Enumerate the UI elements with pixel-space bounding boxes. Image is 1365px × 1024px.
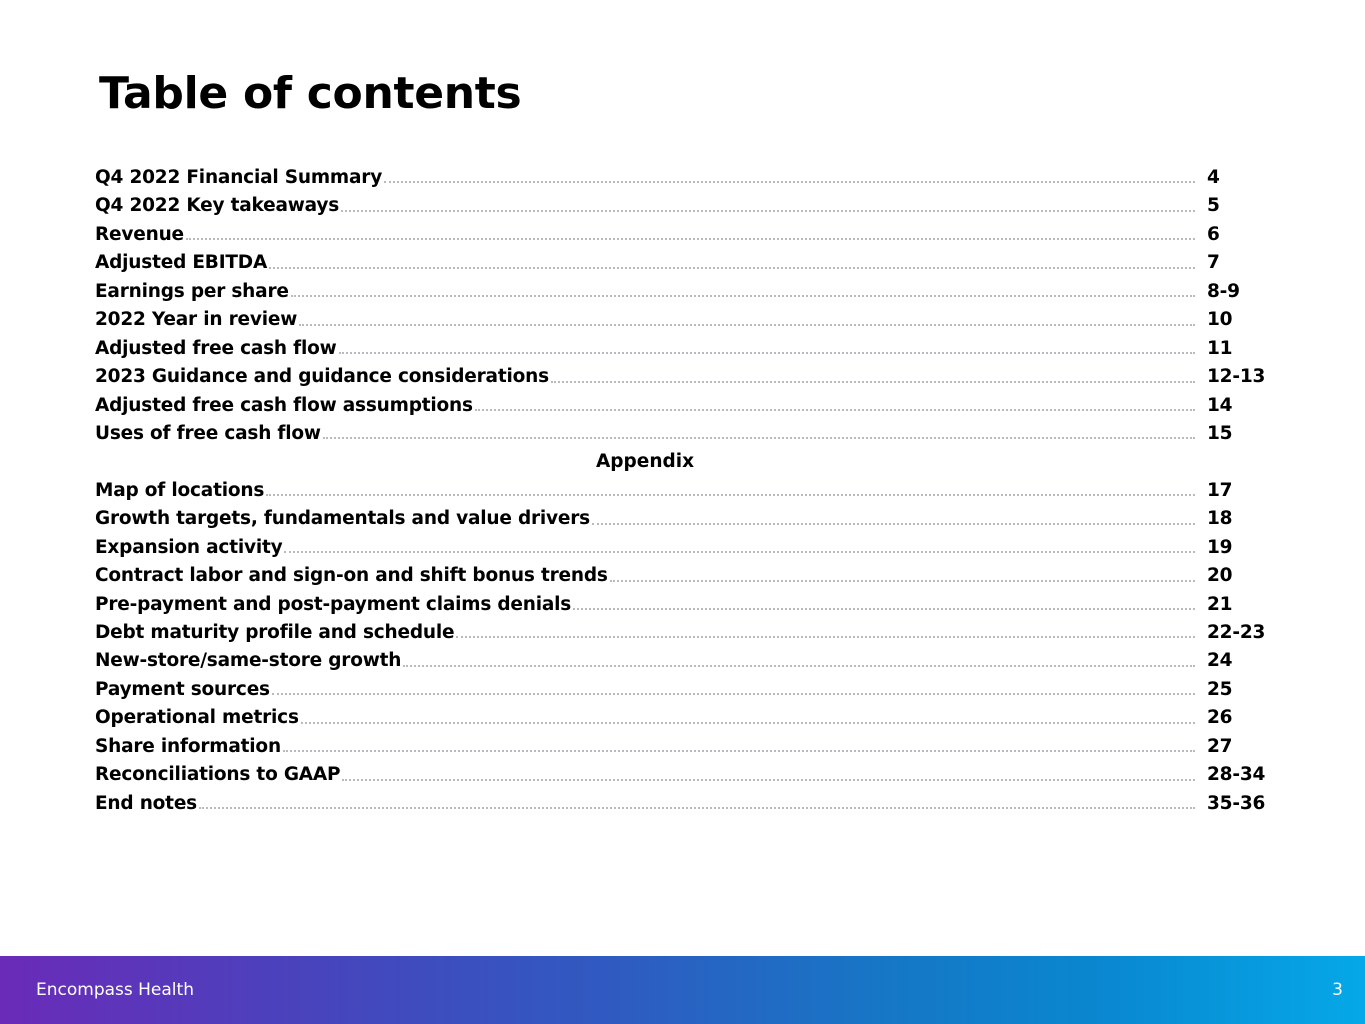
toc-entry-label: Adjusted free cash flow assumptions xyxy=(95,394,473,416)
toc-entry-page: 15 xyxy=(1207,422,1233,444)
leader-dots xyxy=(573,608,1195,610)
toc-entry xyxy=(95,192,1275,220)
leader-dots xyxy=(384,181,1195,183)
leader-dots xyxy=(342,779,1195,781)
toc-entry-label: 2023 Guidance and guidance considerations xyxy=(95,366,549,388)
toc-entry xyxy=(95,733,1275,761)
toc-entry-page: 14 xyxy=(1207,394,1233,416)
leader-dots xyxy=(551,381,1195,383)
toc-entry-label: Debt maturity profile and schedule xyxy=(95,622,455,643)
leader-dots xyxy=(610,580,1195,582)
toc-entry-label: Adjusted EBITDA xyxy=(95,252,268,274)
leader-dots xyxy=(456,636,1195,638)
toc-entry-page: 11 xyxy=(1207,337,1233,359)
toc-entry xyxy=(95,392,1275,420)
toc-entry-label: Uses of free cash flow xyxy=(95,422,321,444)
leader-dots xyxy=(341,210,1195,212)
leader-dots xyxy=(592,523,1195,525)
toc-entry xyxy=(95,249,1275,277)
toc-entry-label: Reconciliations to GAAP xyxy=(95,764,341,786)
toc-entry xyxy=(95,619,1275,647)
toc-entry-label: Map of locations xyxy=(95,479,265,501)
toc-entry xyxy=(95,477,1275,505)
toc-entry xyxy=(95,221,1275,249)
table-of-contents xyxy=(95,164,1275,818)
toc-entry-page: 35-36 xyxy=(1207,792,1266,814)
toc-entry-label: Payment sources xyxy=(95,678,270,700)
toc-entry-page: 20 xyxy=(1207,565,1233,587)
toc-entry-label: Growth targets, fundamentals and value drivers xyxy=(95,508,590,530)
toc-entry-page: 19 xyxy=(1207,536,1233,558)
toc-entry-label: Pre-payment and post-payment claims denials xyxy=(95,593,572,615)
toc-entry xyxy=(95,534,1275,562)
toc-entry xyxy=(95,790,1275,818)
toc-entry-label: Earnings per share xyxy=(95,280,289,302)
toc-entry xyxy=(95,420,1275,448)
leader-dots xyxy=(269,267,1195,269)
leader-dots xyxy=(291,295,1195,297)
toc-entry xyxy=(95,335,1275,363)
toc-entry-page: 7 xyxy=(1207,252,1220,274)
toc-entry-page: 6 xyxy=(1207,223,1220,245)
toc-entry-label: Expansion activity xyxy=(95,536,283,558)
toc-entry xyxy=(95,761,1275,789)
leader-dots xyxy=(323,437,1195,439)
toc-entry xyxy=(95,704,1275,732)
toc-entry-page: 4 xyxy=(1207,167,1220,188)
leader-dots xyxy=(272,693,1195,695)
toc-entry-label: Revenue xyxy=(95,223,184,245)
toc-entry-page: 21 xyxy=(1207,593,1233,615)
toc-entry-page: 27 xyxy=(1207,735,1233,757)
toc-entry-page: 17 xyxy=(1207,479,1233,501)
toc-entry-page: 22-23 xyxy=(1207,622,1266,643)
slide-number: 3 xyxy=(1332,980,1343,1000)
leader-dots xyxy=(283,750,1195,752)
toc-entry-page: 24 xyxy=(1207,650,1233,672)
toc-entry xyxy=(95,164,1275,192)
toc-entry-page: 8-9 xyxy=(1207,280,1240,302)
leader-dots xyxy=(266,494,1195,496)
toc-entry-label: Contract labor and sign-on and shift bonus trends xyxy=(95,565,608,587)
leader-dots xyxy=(301,722,1195,724)
toc-entry xyxy=(95,306,1275,334)
footer-bar xyxy=(0,956,1365,1024)
toc-entry xyxy=(95,278,1275,306)
toc-entry-page: 28-34 xyxy=(1207,764,1266,786)
toc-entry xyxy=(95,505,1275,533)
toc-entry-label: End notes xyxy=(95,792,197,814)
toc-entry-page: 10 xyxy=(1207,309,1233,331)
toc-entry xyxy=(95,676,1275,704)
leader-dots xyxy=(339,352,1195,354)
toc-entry-label: 2022 Year in review xyxy=(95,309,298,331)
toc-entry-page: 18 xyxy=(1207,508,1233,530)
toc-entry-page: 26 xyxy=(1207,707,1233,729)
leader-dots xyxy=(475,409,1195,411)
toc-entry-label: Q4 2022 Financial Summary xyxy=(95,167,383,188)
toc-entry xyxy=(95,591,1275,619)
page-title: Table of contents xyxy=(99,68,522,119)
toc-entry-label: Operational metrics xyxy=(95,707,299,729)
toc-entry-page: 12-13 xyxy=(1207,366,1266,388)
toc-entry-page: 25 xyxy=(1207,678,1233,700)
toc-entry-label: New-store/same-store growth xyxy=(95,650,402,672)
leader-dots xyxy=(403,665,1195,667)
leader-dots xyxy=(284,551,1195,553)
toc-entry-page: 5 xyxy=(1207,195,1220,217)
toc-entry xyxy=(95,562,1275,590)
leader-dots xyxy=(186,238,1195,240)
leader-dots xyxy=(299,324,1195,326)
toc-entry-label: Adjusted free cash flow xyxy=(95,337,337,359)
toc-entry-label: Share information xyxy=(95,735,281,757)
footer-brand: Encompass Health xyxy=(36,980,194,1000)
toc-entry-label: Q4 2022 Key takeaways xyxy=(95,195,340,217)
appendix-heading: Appendix xyxy=(595,451,695,473)
toc-entry xyxy=(95,647,1275,675)
toc-entry xyxy=(95,363,1275,391)
leader-dots xyxy=(199,807,1195,809)
